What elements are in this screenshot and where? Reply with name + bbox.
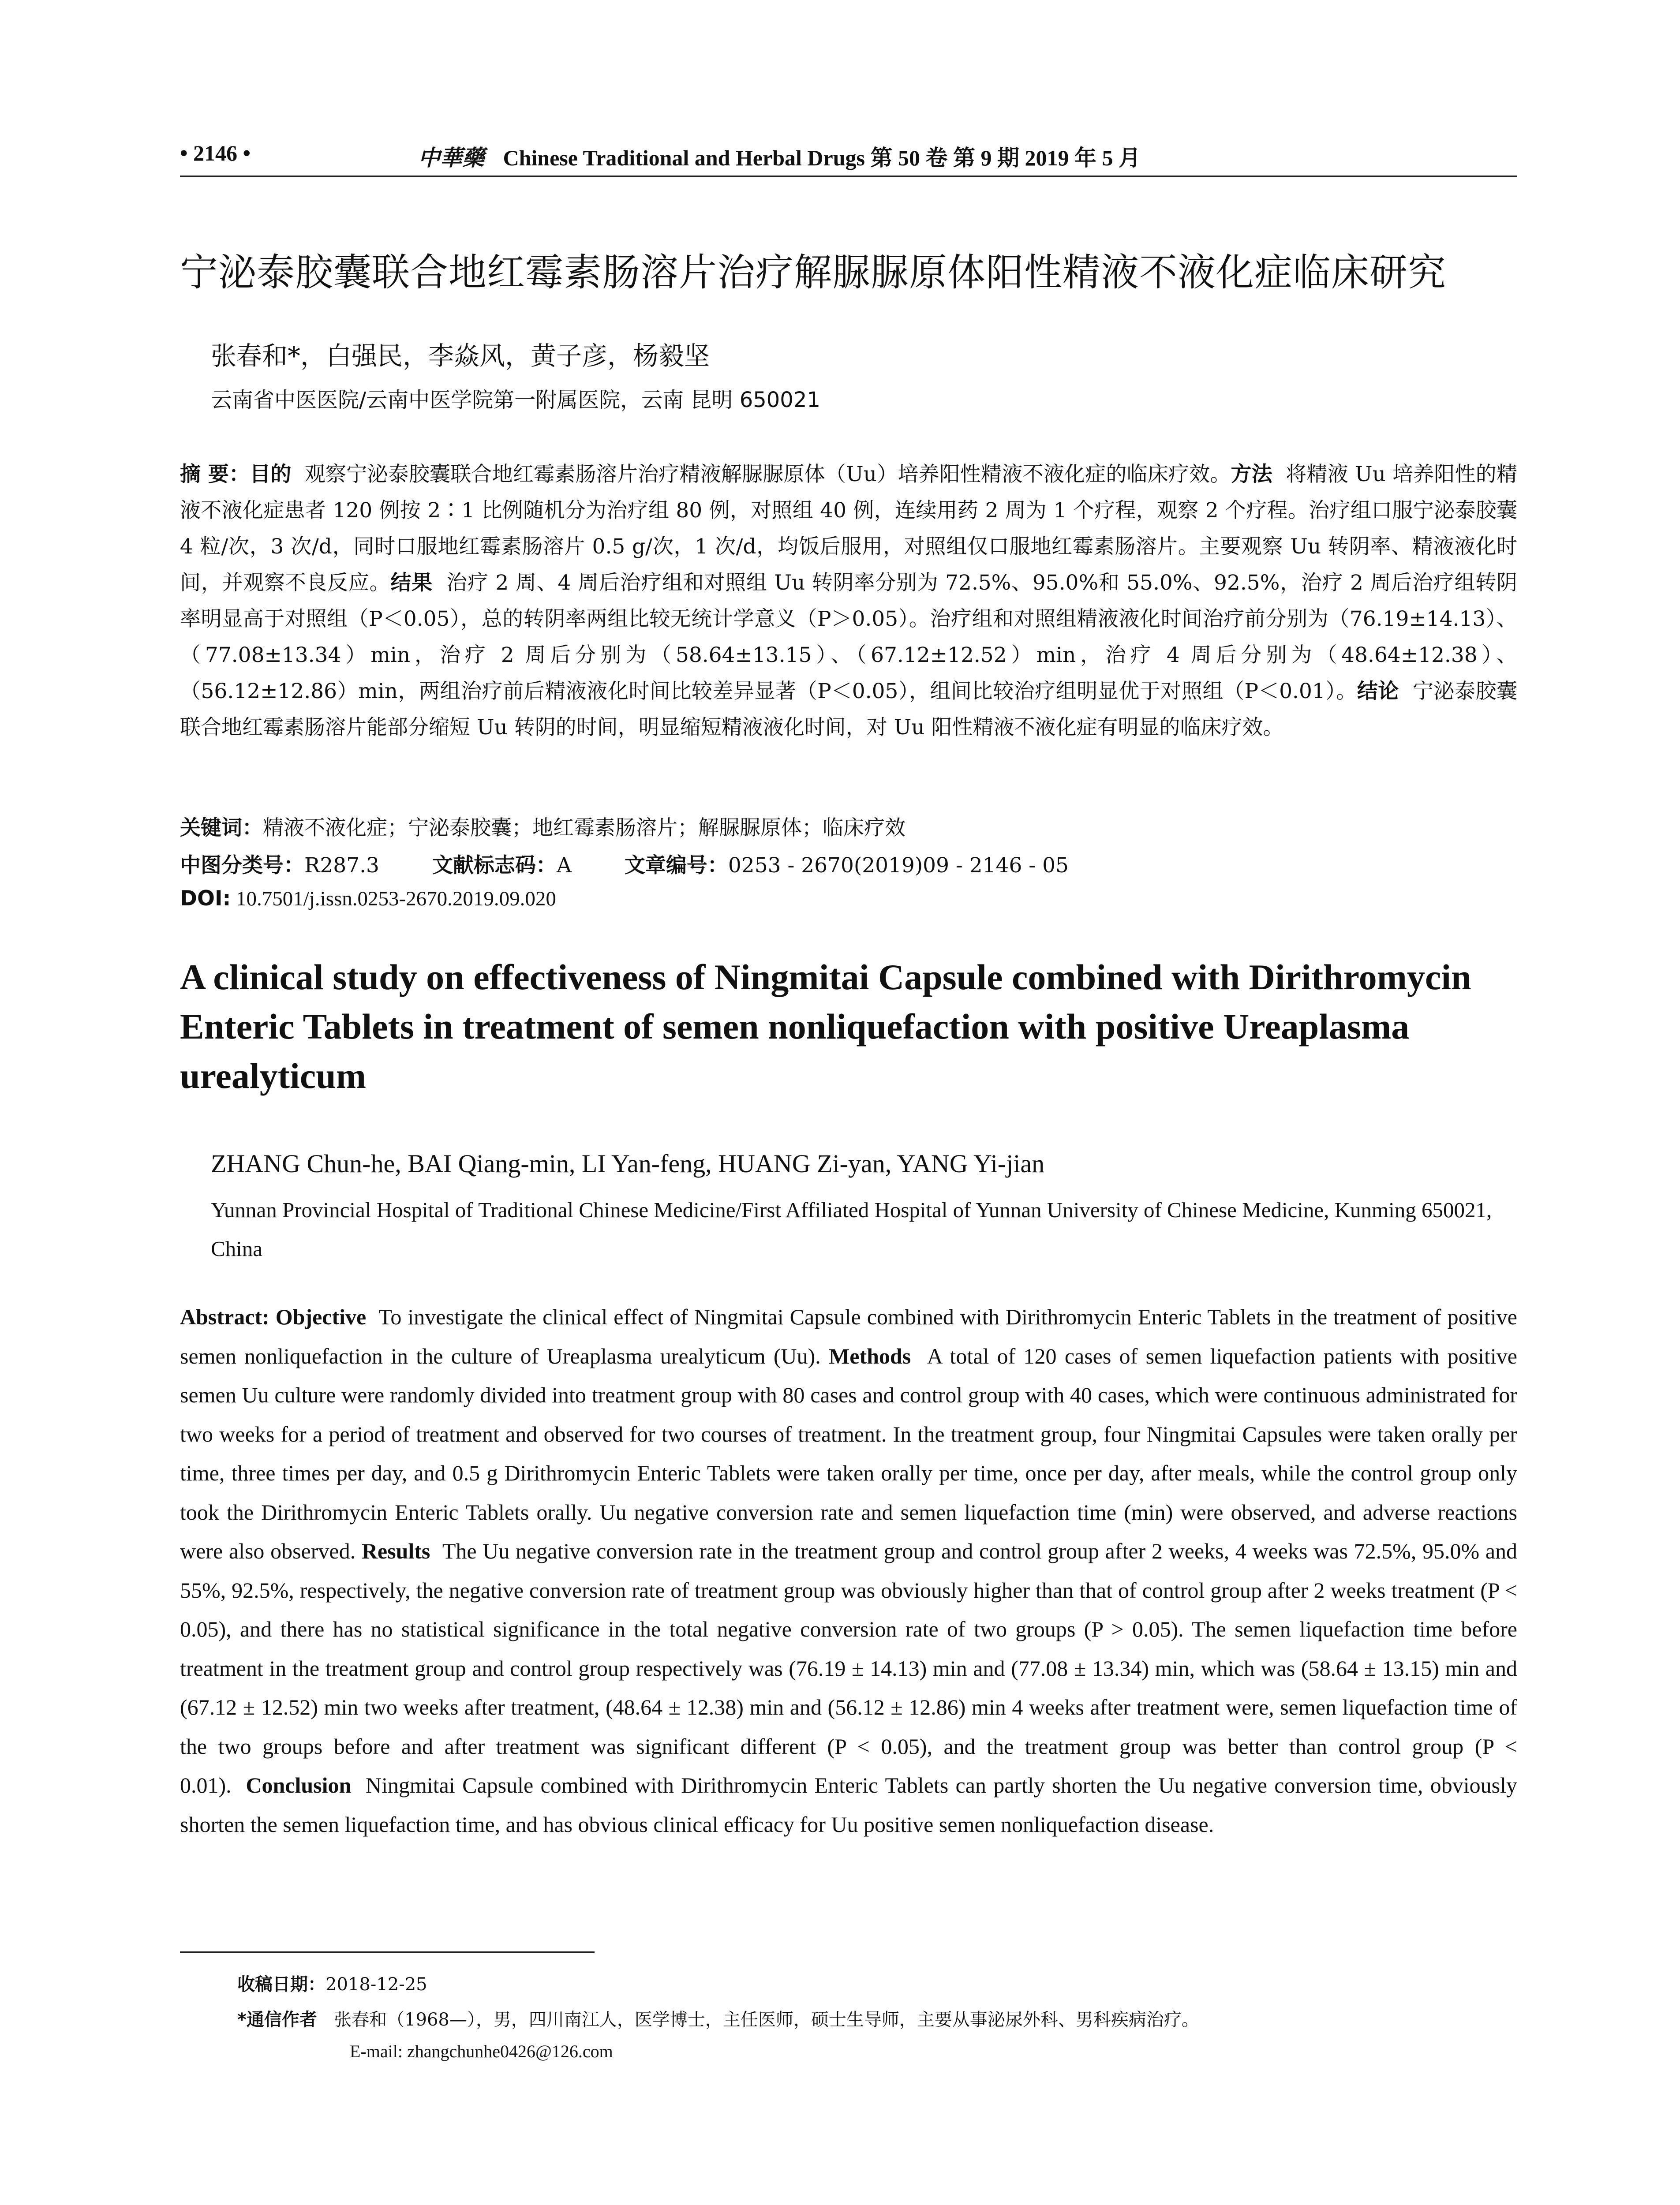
abstract-label: 摘 要： [180,462,250,486]
conclusion-label: 结论 [1357,679,1399,703]
received-date [237,1970,427,1996]
keywords-line [180,811,905,841]
english-title: A clinical study on effectiveness of Ningmitai Capsule combined with Dirithromycin Enteric Tablets in treatment of semen nonliquefaction with positive Ureaplasma urealyticum [180,957,1471,1096]
english-affiliation: Yunnan Provincial Hospital of Traditional Chinese Medicine/First Affiliated Hospital of Yunnan University of Chinese Medicine, Kunming 650021, China [211,1198,1492,1261]
doc-code-label: 文献标志码： [432,853,557,878]
en-conclusion-label: Conclusion [246,1773,352,1798]
keywords-text: 精液不液化症；宁泌泰胶囊；地红霉素肠溶片；解脲脲原体；临床疗效 [263,816,905,840]
doc-code-value: A [556,853,572,878]
english-authors: ZHANG Chun-he, BAI Qiang-min, LI Yan-feng, HUANG Zi-yan, YANG Yi-jian [211,1149,1045,1178]
doi-value: 10.7501/j.issn.0253-2670.2019.09.020 [236,887,556,910]
english-abstract [180,1297,1517,1844]
received-value: 2018-12-25 [326,1974,427,1995]
author-email: E-mail: zhangchunhe0426@126.com [350,2041,613,2061]
chinese-title: 宁泌泰胶囊联合地红霉素肠溶片治疗解脲脲原体阳性精液不液化症临床研究 [180,250,1446,295]
en-methods-text: A total of 120 cases of semen liquefaction patients with positive semen Uu culture were randomly divided into treatment group with 80 cases and control group with 40 cases, which were continuous administrated for two weeks for a period of treatment and observed for two courses of treatment. In the treatment group, four Ningmitai Capsules were taken orally per time, three times per day, and 0.5 g Dirithromycin Enteric Tablets were taken orally per time, once per day, after meals, while the control group only took the Dirithromycin Enteric Tablets orally. Uu negative conversion rate and semen liquefaction time (min) were observed, and adverse reactions were also observed. [180,1343,1518,1563]
methods-text: 将精液 Uu 培养阳性的精液不液化症患者 120 例按 2∶1 比例随机分为治疗组 80 例，对照组 40 例，连续用药 2 周为 1 个疗程，观察 2 个疗程。治疗组口服宁泌泰胶囊 4 粒/次，3 次/d，同时口服地红霉素肠溶片 0.5 g/次，1 次/d，均饭后服用，对照组仅口服地红霉素肠溶片。主要观察 Uu 转阴率、精液液化时间，并观察不良反应。 [180,462,1517,595]
en-results-label: Results [361,1539,430,1563]
journal-issue: Chinese Traditional and Herbal Drugs 第 50 卷 第 9 期 2019 年 5 月 [503,146,1141,170]
corresponding-author [237,2006,1199,2031]
en-methods-label: Methods [829,1343,911,1368]
conclusion-text: 宁泌泰胶囊联合地红霉素肠溶片能部分缩短 Uu 转阴的时间，明显缩短精液液化时间，对 Uu 阳性精液不液化症有明显的临床疗效。 [180,679,1518,740]
received-label: 收稿日期： [237,1974,326,1995]
chinese-authors: 张春和*，白强民，李焱风，黄子彦，杨毅坚 [211,341,710,371]
doi-line [180,886,556,911]
corresponding-label: *通信作者 [237,2010,317,2030]
article-no-label: 文章编号： [624,853,728,878]
chinese-abstract [180,456,1517,746]
en-conclusion-text: Ningmitai Capsule combined with Dirithromycin Enteric Tablets can partly shorten the Uu negative conversion time, obviously shorten the semen liquefaction time, and has obvious clinical efficacy for Uu positive semen nonliquefaction disease. [180,1773,1517,1837]
running-header [180,140,1517,177]
footnote-divider [180,1951,595,1953]
en-results-text: The Uu negative conversion rate in the treatment group and control group after 2 weeks, 4 weeks was 72.5%, 95.0% and 55%, 92.5%, respectively, the negative conversion rate of treatment group was obviously higher than that of control group after 2 weeks treatment (P < 0.05), and there has no statistical significance in the total negative conversion rate of two groups (P > 0.05). The semen liquefaction time before treatment in the treatment group and control group respectively was (76.19 ± 14.13) min and (77.08 ± 13.34) min, which was (58.64 ± 13.15) min and (67.12 ± 12.52) min two weeks after treatment, (48.64 ± 12.38) min and (56.12 ± 12.86) min 4 weeks after treatment were, semen liquefaction time of the two groups before and after treatment was significant different (P < 0.05), and the treatment group was better than control group (P < 0.01). [180,1539,1518,1798]
clc-label: 中图分类号： [180,853,304,878]
article-no-value: 0253 - 2670(2019)09 - 2146 - 05 [728,853,1069,878]
en-objective-text: To investigate the clinical effect of Ningmitai Capsule combined with Dirithromycin Enteric Tablets in the treatment of positive semen nonliquefaction in the culture of Ureaplasma urealyticum (Uu). [180,1304,1517,1368]
corresponding-text: 张春和（1968—），男，四川南江人，医学博士，主任医师，硕士生导师，主要从事泌尿外科、男科疾病治疗。 [334,2010,1199,2030]
journal-info [418,140,1141,172]
chinese-affiliation: 云南省中医医院/云南中医学院第一附属医院，云南 昆明 650021 [211,388,820,412]
keywords-label: 关键词： [180,816,263,840]
journal-logo: 中華藥 [418,145,484,171]
classification-line [180,849,1069,878]
clc-value: R287.3 [304,853,379,878]
results-label: 结果 [390,571,433,595]
results-text: 治疗 2 周、4 周后治疗组和对照组 Uu 转阴率分别为 72.5%、95.0%和 55.0%、92.5%，治疗 2 周后治疗组转阴率明显高于对照组（P＜0.05），总的转阴率两组比较无统计学意义（P＞0.05）。治疗组和对照组精液液化时间治疗前分别为（76.19±14.13）、（77.08±13.34）min，治疗 2 周后分别为（58.64±13.15）、（67.12±12.52）min，治疗 4 周后分别为（48.64±12.38）、（56.12±12.86）min，两组治疗前后精液液化时间比较差异显著（P＜0.05），组间比较治疗组明显优于对照组（P＜0.01）。 [180,571,1518,703]
doi-label: DOI: [180,886,231,911]
objective-label: 目的 [250,462,292,486]
en-abstract-label: Abstract: Objective [180,1304,367,1329]
page-number: • 2146 • [180,141,251,165]
methods-label: 方法 [1231,462,1272,486]
objective-text: 观察宁泌泰胶囊联合地红霉素肠溶片治疗精液解脲脲原体（Uu）培养阳性精液不液化症的临床疗效。 [304,462,1231,486]
